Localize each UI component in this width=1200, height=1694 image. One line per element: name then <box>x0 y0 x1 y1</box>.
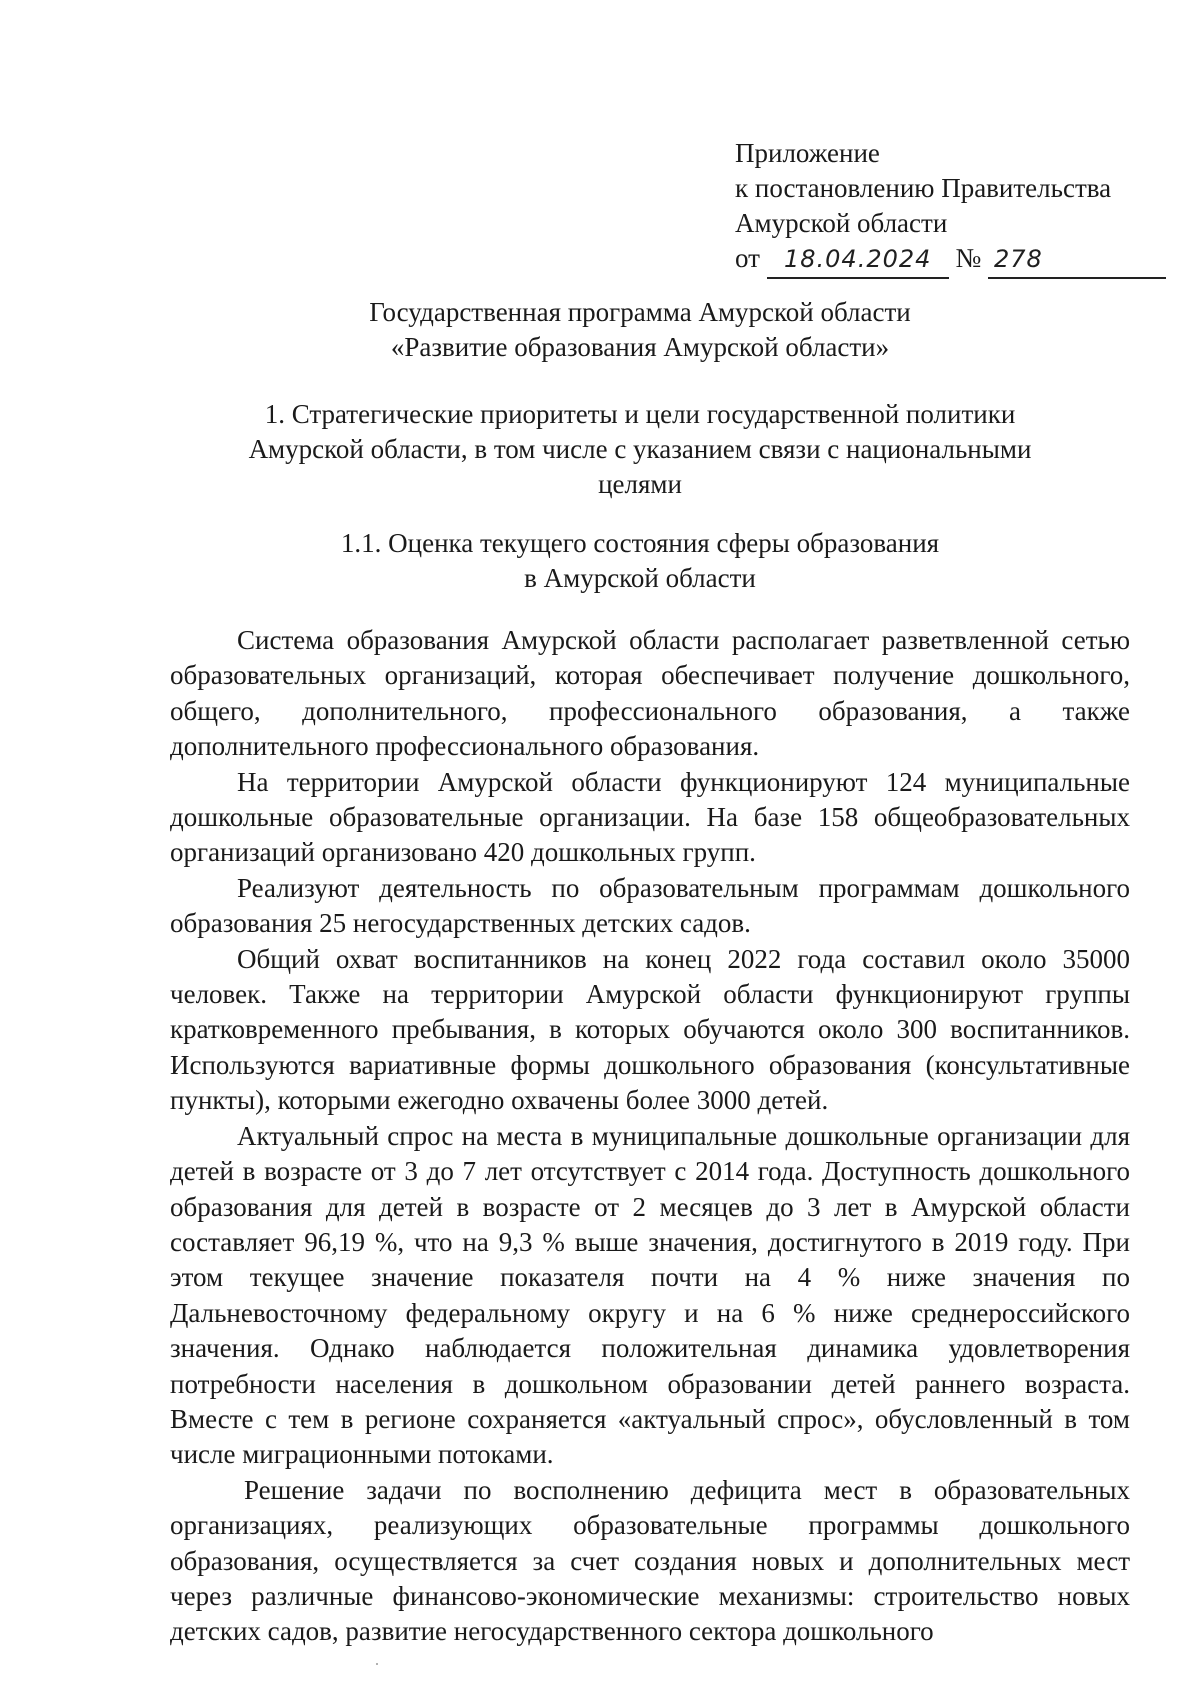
section1-title <box>160 397 1120 502</box>
scan-speck <box>376 1663 378 1665</box>
program-title-line2: «Развитие образования Амурской области» <box>390 332 890 362</box>
section11-title <box>160 526 1120 596</box>
paragraph: Актуальный спрос на места в муниципальные дошкольные организации для детей в возрасте от 3 до 7 лет отсутствует с 2014 года. Доступность дошкольного образования для детей в возрасте от 2 месяцев до 3 лет в Амурской области составляет 96,19 %, что на 9,3 % выше значения, достигнутого в 2019 году. При этом текущее значение показателя почти на 4 % ниже значения по Дальневосточному федеральному округу и на 6 % ниже среднероссийского значения. Однако наблюдается положительная динамика удовлетворения потребности населения в дошкольном образовании детей раннего возраста. Вместе с тем в регионе сохраняется «актуальный спрос», обусловленный в том числе миграционными потоками. <box>170 1120 1130 1470</box>
section11-title-line2: в Амурской области <box>524 563 756 593</box>
appendix-date-number <box>735 241 1166 279</box>
paragraph: Общий охват воспитанников на конец 2022 года составил около 35000 человек. Также на территории Амурской области функционируют группы кратковременного пребывания, в которых обучаются около 300 воспитанников. Используются вариативные формы дошкольного образования (консультативные пункты), которыми ежегодно охвачены более 3000 детей. <box>170 943 1130 1116</box>
handwritten-date: 18.04.2024 <box>767 242 949 279</box>
appendix-region: Амурской области <box>735 208 948 238</box>
appendix-header <box>735 136 1166 279</box>
paragraph: Решение задачи по восполнению дефицита мест в образовательных организациях, реализующих образовательные программы дошкольного образования, осуществляется за счет создания новых и дополнительных мест через различные финансово-экономические механизмы: строительство новых детских садов, развитие негосударственного сектора дошкольного <box>170 1474 1130 1647</box>
handwritten-number: 278 <box>988 242 1166 279</box>
body-text <box>170 623 1130 1650</box>
paragraph: Система образования Амурской области располагает разветвленной сетью образовательных организаций, которая обеспечивает получение дошкольного, общего, дополнительного, профессионального образования, а также дополнительного профессионального образования. <box>170 625 1130 762</box>
section1-title-line3: целями <box>598 469 682 499</box>
section11-title-line1: 1.1. Оценка текущего состояния сферы образования <box>340 528 940 558</box>
number-prefix: № <box>955 243 982 273</box>
paragraph: Реализуют деятельность по образовательным программам дошкольного образования 25 негосударственных детских садов. <box>170 872 1130 939</box>
appendix-label: Приложение <box>735 138 880 168</box>
program-title-line1: Государственная программа Амурской области <box>369 297 911 327</box>
section1-title-line2: Амурской области, в том числе с указанием связи с национальными <box>248 434 1032 464</box>
program-title <box>160 295 1120 365</box>
paragraph: На территории Амурской области функционируют 124 муниципальные дошкольные образовательные организации. На базе 158 общеобразовательных организаций организовано 420 дошкольных групп. <box>170 766 1130 868</box>
appendix-resolution: к постановлению Правительства <box>735 173 1112 203</box>
date-prefix: от <box>735 243 760 273</box>
section1-title-line1: 1. Стратегические приоритеты и цели государственной политики <box>264 399 1016 429</box>
